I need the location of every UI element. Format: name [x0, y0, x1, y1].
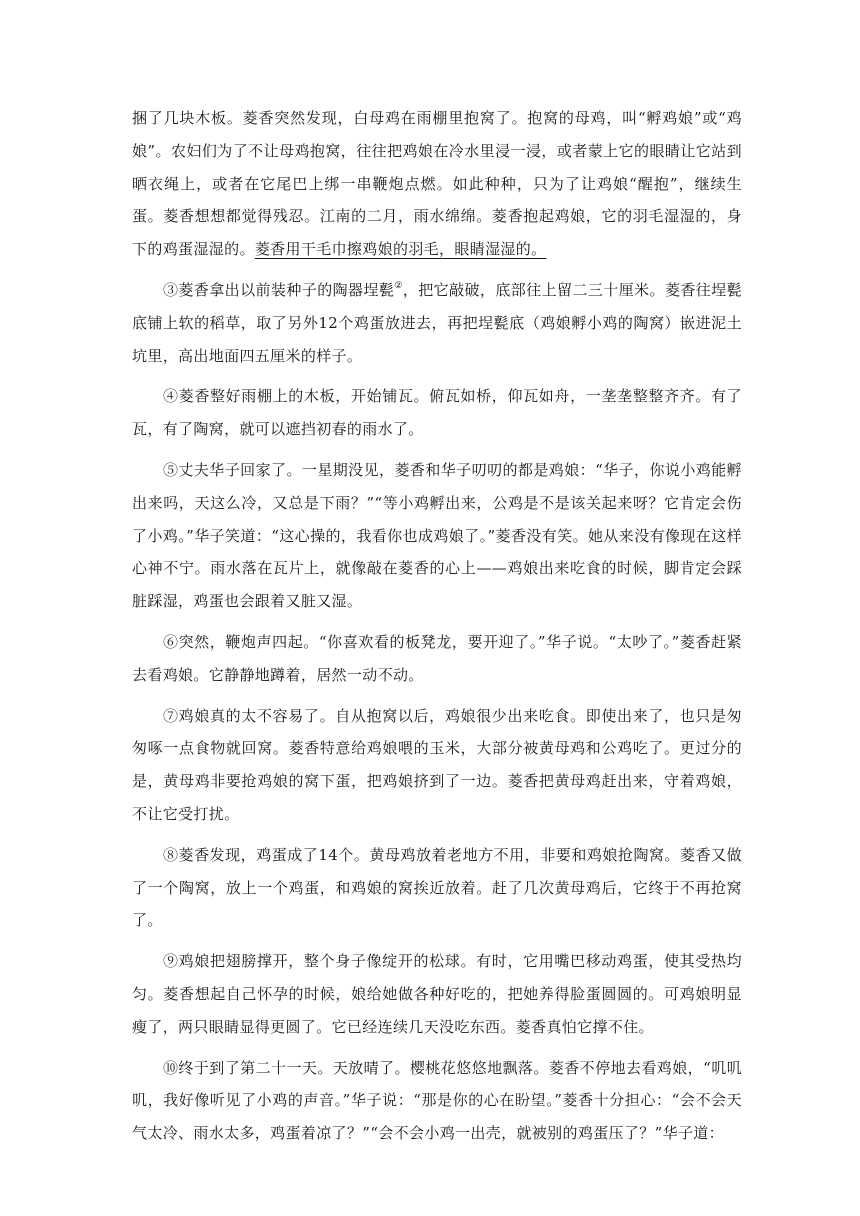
paragraph-7: ⑦鸡娘真的太不容易了。自从抱窝以后，鸡娘很少出来吃食。即使出来了，也只是匆匆啄一点食物就回窝。菱香特意给鸡娘喂的玉米，大部分被黄母鸡和公鸡吃了。更过分的是，黄母鸡非要抢鸡娘的窝下蛋，把鸡娘挤到了一边。菱香把黄母鸡赶出来，守着鸡娘，不让它受打扰。: [132, 706, 742, 823]
footnote-marker: ②: [394, 280, 403, 291]
document-page: [132, 102, 742, 1150]
paragraph-3: [132, 274, 742, 372]
paragraph-3-text-a: ③菱香拿出以前装种子的陶器埕甏: [163, 280, 395, 299]
paragraph-text: 捆了几块木板。菱香突然发现，白母鸡在雨棚里抱窝了。抱窝的母鸡，叫“孵鸡娘”或“鸡娘”。农妇们为了不让母鸡抱窝，往往把鸡娘在冷水里浸一浸，或者蒙上它的眼睛让它站到晒衣绳上，或者在它尾巴上绑一串鞭炮点燃。如此种种，只为了让鸡娘“醒抱”，继续生蛋。菱香想想都觉得残忍。江南的二月，雨水绵绵。菱香抱起鸡娘，它的羽毛湿湿的，身下的鸡蛋湿湿的。: [132, 109, 742, 259]
paragraph-9: ⑨鸡娘把翅膀撑开，整个身子像绽开的松球。有时，它用嘴巴移动鸡蛋，使其受热均匀。菱香想起自己怀孕的时候，娘给她做各种好吃的，把她养得脸蛋圆圆的。可鸡娘明显瘦了，两只眼睛显得更圆了。它已经连续几天没吃东西。菱香真怕它撑不住。: [132, 952, 742, 1036]
paragraph-10: ⑩终于到了第二十一天。天放晴了。樱桃花悠悠地飘落。菱香不停地去看鸡娘，“叽叽叽，我好像听见了小鸡的声音。”华子说：“那是你的心在盼望。”菱香十分担心：“会不会天气太冷、雨水太多，鸡蛋着凉了？”“会不会小鸡一出壳，就被别的鸡蛋压了？”华子道：: [132, 1058, 742, 1143]
paragraph-8: ⑧菱香发现，鸡蛋成了14个。黄母鸡放着老地方不用，非要和鸡娘抢陶窝。菱香又做了一个陶窝，放上一个鸡蛋，和鸡娘的窝挨近放着。赶了几次黄母鸡后，它终于不再抢窝了。: [132, 845, 742, 930]
paragraph-6: ⑥突然，鞭炮声四起。“你喜欢看的板凳龙，要开迎了。”华子说。“太吵了。”菱香赶紧去看鸡娘。它静静地蹲着，居然一动不动。: [132, 632, 742, 684]
paragraph-continuation: [132, 102, 742, 266]
paragraph-5: ⑤丈夫华子回家了。一星期没见，菱香和华子叨叨的都是鸡娘：“华子，你说小鸡能孵出来吗，天这么冷，又总是下雨？”“等小鸡孵出来，公鸡是不是该关起来呀？它肯定会伤了小鸡。”华子笑道：“这心操的，我看你也成鸡娘了。”菱香没有笑。她从来没有像现在这样心神不宁。雨水落在瓦片上，就像敲在菱香的心上——鸡娘出来吃食的时候，脚肯定会踩脏踩湿，鸡蛋也会跟着又脏又湿。: [132, 460, 742, 611]
paragraph-4: ④菱香整好雨棚上的木板，开始铺瓦。俯瓦如桥，仰瓦如舟，一垄垄整整齐齐。有了瓦，有了陶窝，就可以遮挡初春的雨水了。: [132, 387, 742, 439]
underlined-sentence: 菱香用干毛巾擦鸡娘的羽毛，眼睛湿湿的。: [254, 240, 547, 259]
paragraph-3-text-b: ，把它敲破，底部往上留二三十厘米。菱香往埕甏底铺上软的稻草，取了另外12个鸡蛋放进去，再把埕甏底（鸡娘孵小鸡的陶窝）嵌进泥土坑里，高出地面四五厘米的样子。: [132, 280, 742, 365]
